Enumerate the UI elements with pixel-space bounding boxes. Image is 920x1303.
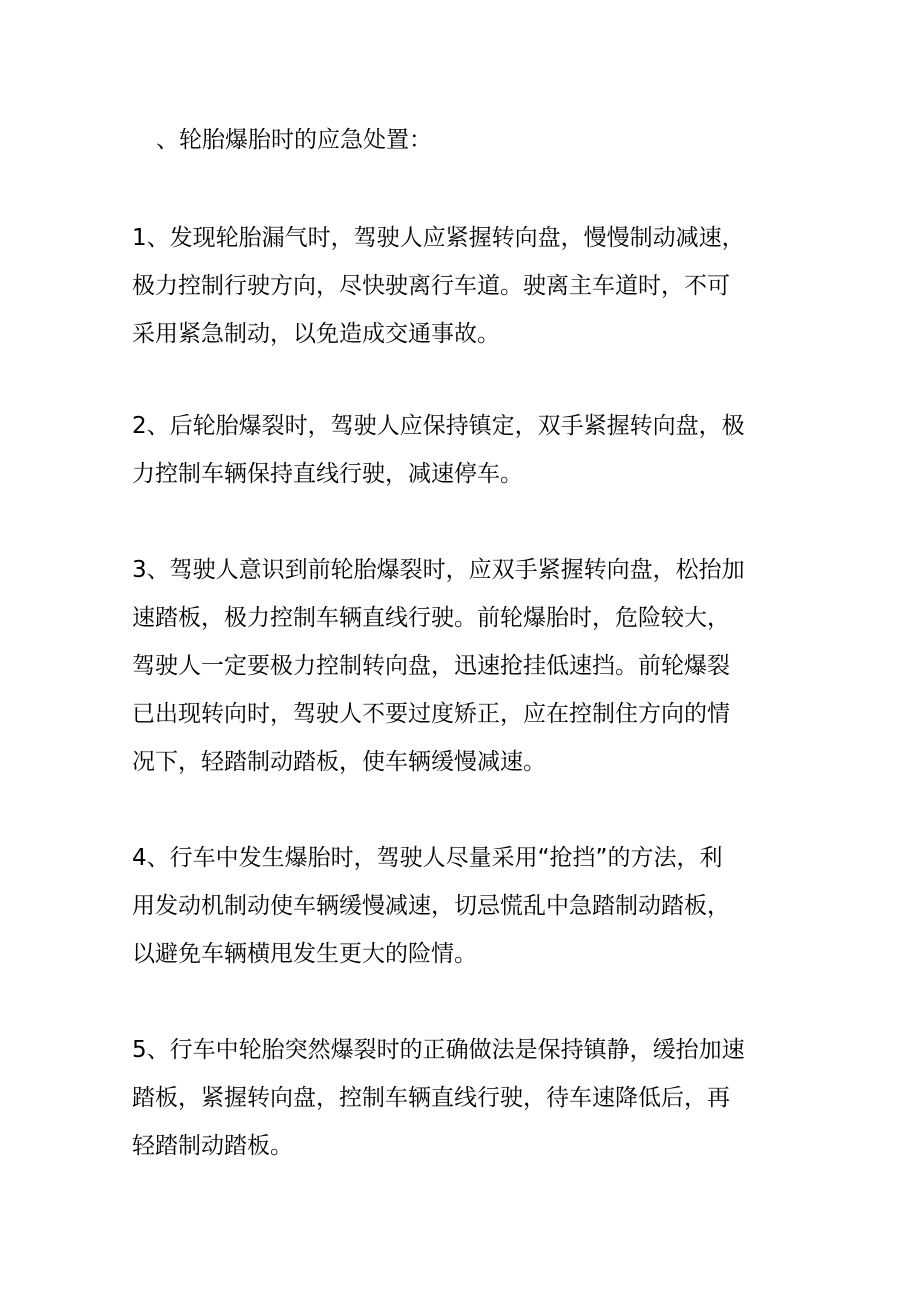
section-heading: 、轮胎爆胎时的应急处置： — [156, 127, 432, 153]
paragraph-line: 况下，轻踏制动踏板，使车辆缓慢减速。 — [132, 749, 546, 775]
paragraph-line: 极力控制行驶方向，尽快驶离行车道。驶离主车道时，不可 — [132, 273, 730, 299]
paragraph-5 — [132, 1026, 772, 1170]
paragraph-3 — [132, 546, 772, 786]
paragraph-line: 3、驾驶人意识到前轮胎爆裂时，应双手紧握转向盘，松抬加 — [132, 557, 745, 583]
paragraph-line: 以避免车辆横甩发生更大的险情。 — [132, 941, 477, 967]
paragraph-line: 5、行车中轮胎突然爆裂时的正确做法是保持镇静，缓抬加速 — [132, 1037, 745, 1063]
paragraph-line: 轻踏制动踏板。 — [132, 1133, 293, 1159]
paragraph-line: 驾驶人一定要极力控制转向盘，迅速抢挂低速挡。前轮爆裂 — [132, 653, 730, 679]
paragraph-line: 1、发现轮胎漏气时，驾驶人应紧握转向盘，慢慢制动减速， — [132, 225, 745, 251]
paragraph-2 — [132, 402, 772, 498]
paragraph-line: 用发动机制动使车辆缓慢减速，切忌慌乱中急踏制动踏板， — [132, 893, 730, 919]
paragraph-line: 2、后轮胎爆裂时，驾驶人应保持镇定，双手紧握转向盘，极 — [132, 413, 745, 439]
paragraph-line: 4、行车中发生爆胎时，驾驶人尽量采用“抢挡”的方法，利 — [132, 845, 723, 871]
paragraph-1 — [132, 214, 772, 358]
paragraph-line: 采用紧急制动，以免造成交通事故。 — [132, 321, 500, 347]
paragraph-line: 已出现转向时，驾驶人不要过度矫正，应在控制住方向的情 — [132, 701, 730, 727]
paragraph-4 — [132, 834, 772, 978]
paragraph-line: 力控制车辆保持直线行驶，减速停车。 — [132, 461, 523, 487]
paragraph-line: 速踏板，极力控制车辆直线行驶。前轮爆胎时，危险较大， — [132, 605, 730, 631]
paragraph-line: 踏板，紧握转向盘，控制车辆直线行驶，待车速降低后，再 — [132, 1085, 730, 1111]
